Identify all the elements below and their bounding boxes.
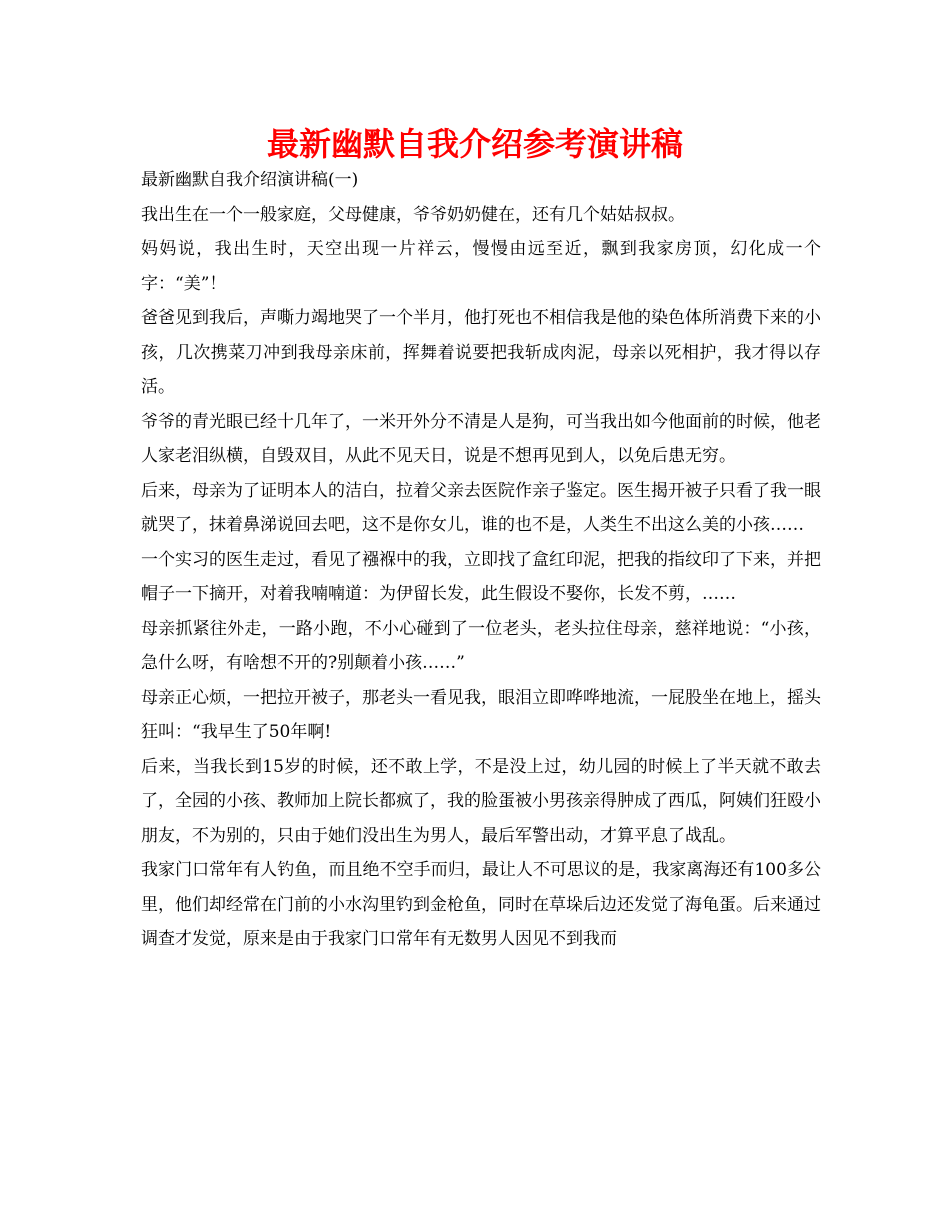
- paragraph: 爷爷的青光眼已经十几年了，一米开外分不清是人是狗，可当我出如今他面前的时候，他老人家老泪纵横，自毁双目，从此不见天日，说是不想再见到人，以免后患无穷。: [141, 411, 821, 466]
- document-subtitle: 最新幽默自我介绍演讲稿(一): [141, 170, 359, 190]
- paragraph: 一个实习的医生走过，看见了襁褓中的我，立即找了盒红印泥，把我的指纹印了下来，并把帽子一下摘开，对着我喃喃道：为伊留长发，此生假设不娶你，长发不剪，……: [141, 549, 821, 604]
- document-title: 最新幽默自我介绍参考演讲稿: [266, 125, 683, 163]
- paragraph: 后来，当我长到15岁的时候，还不敢上学，不是没上过，幼儿园的时候上了半天就不敢去了，全园的小孩、教师加上院长都疯了，我的脸蛋被小男孩亲得肿成了西瓜，阿姨们狂殴小朋友，不为别的，只由于她们没出生为男人，最后军警出动，才算平息了战乱。: [141, 756, 821, 846]
- paragraph: 我家门口常年有人钓鱼，而且绝不空手而归，最让人不可思议的是，我家离海还有100多公里，他们却经常在门前的小水沟里钓到金枪鱼，同时在草垛后边还发觉了海龟蛋。后来通过调查才发觉，原来是由于我家门口常年有无数男人因见不到我而: [141, 860, 821, 949]
- document-body: [141, 163, 821, 957]
- paragraph: 后来，母亲为了证明本人的洁白，拉着父亲去医院作亲子鉴定。医生揭开被子只看了我一眼就哭了，抹着鼻涕说回去吧，这不是你女儿，谁的也不是，人类生不出这么美的小孩……: [141, 480, 821, 535]
- paragraph: 母亲正心烦，一把拉开被子，那老头一看见我，眼泪立即哗哗地流，一屁股坐在地上，摇头狂叫：“我早生了50年啊!: [141, 687, 821, 742]
- paragraph: 我出生在一个一般家庭，父母健康，爷爷奶奶健在，还有几个姑姑叔叔。: [141, 204, 685, 225]
- paragraph: 爸爸见到我后，声嘶力竭地哭了一个半月，他打死也不相信我是他的染色体所消费下来的小孩，几次携菜刀冲到我母亲床前，挥舞着说要把我斩成肉泥，母亲以死相护，我才得以存活。: [141, 308, 821, 397]
- paragraph: 妈妈说，我出生时，天空出现一片祥云，慢慢由远至近，飘到我家房顶，幻化成一个字：“美”！: [141, 239, 821, 294]
- paragraph: 母亲抓紧往外走，一路小跑，不小心碰到了一位老头，老头拉住母亲，慈祥地说：“小孩，急什么呀，有啥想不开的?别颠着小孩……”: [141, 618, 821, 673]
